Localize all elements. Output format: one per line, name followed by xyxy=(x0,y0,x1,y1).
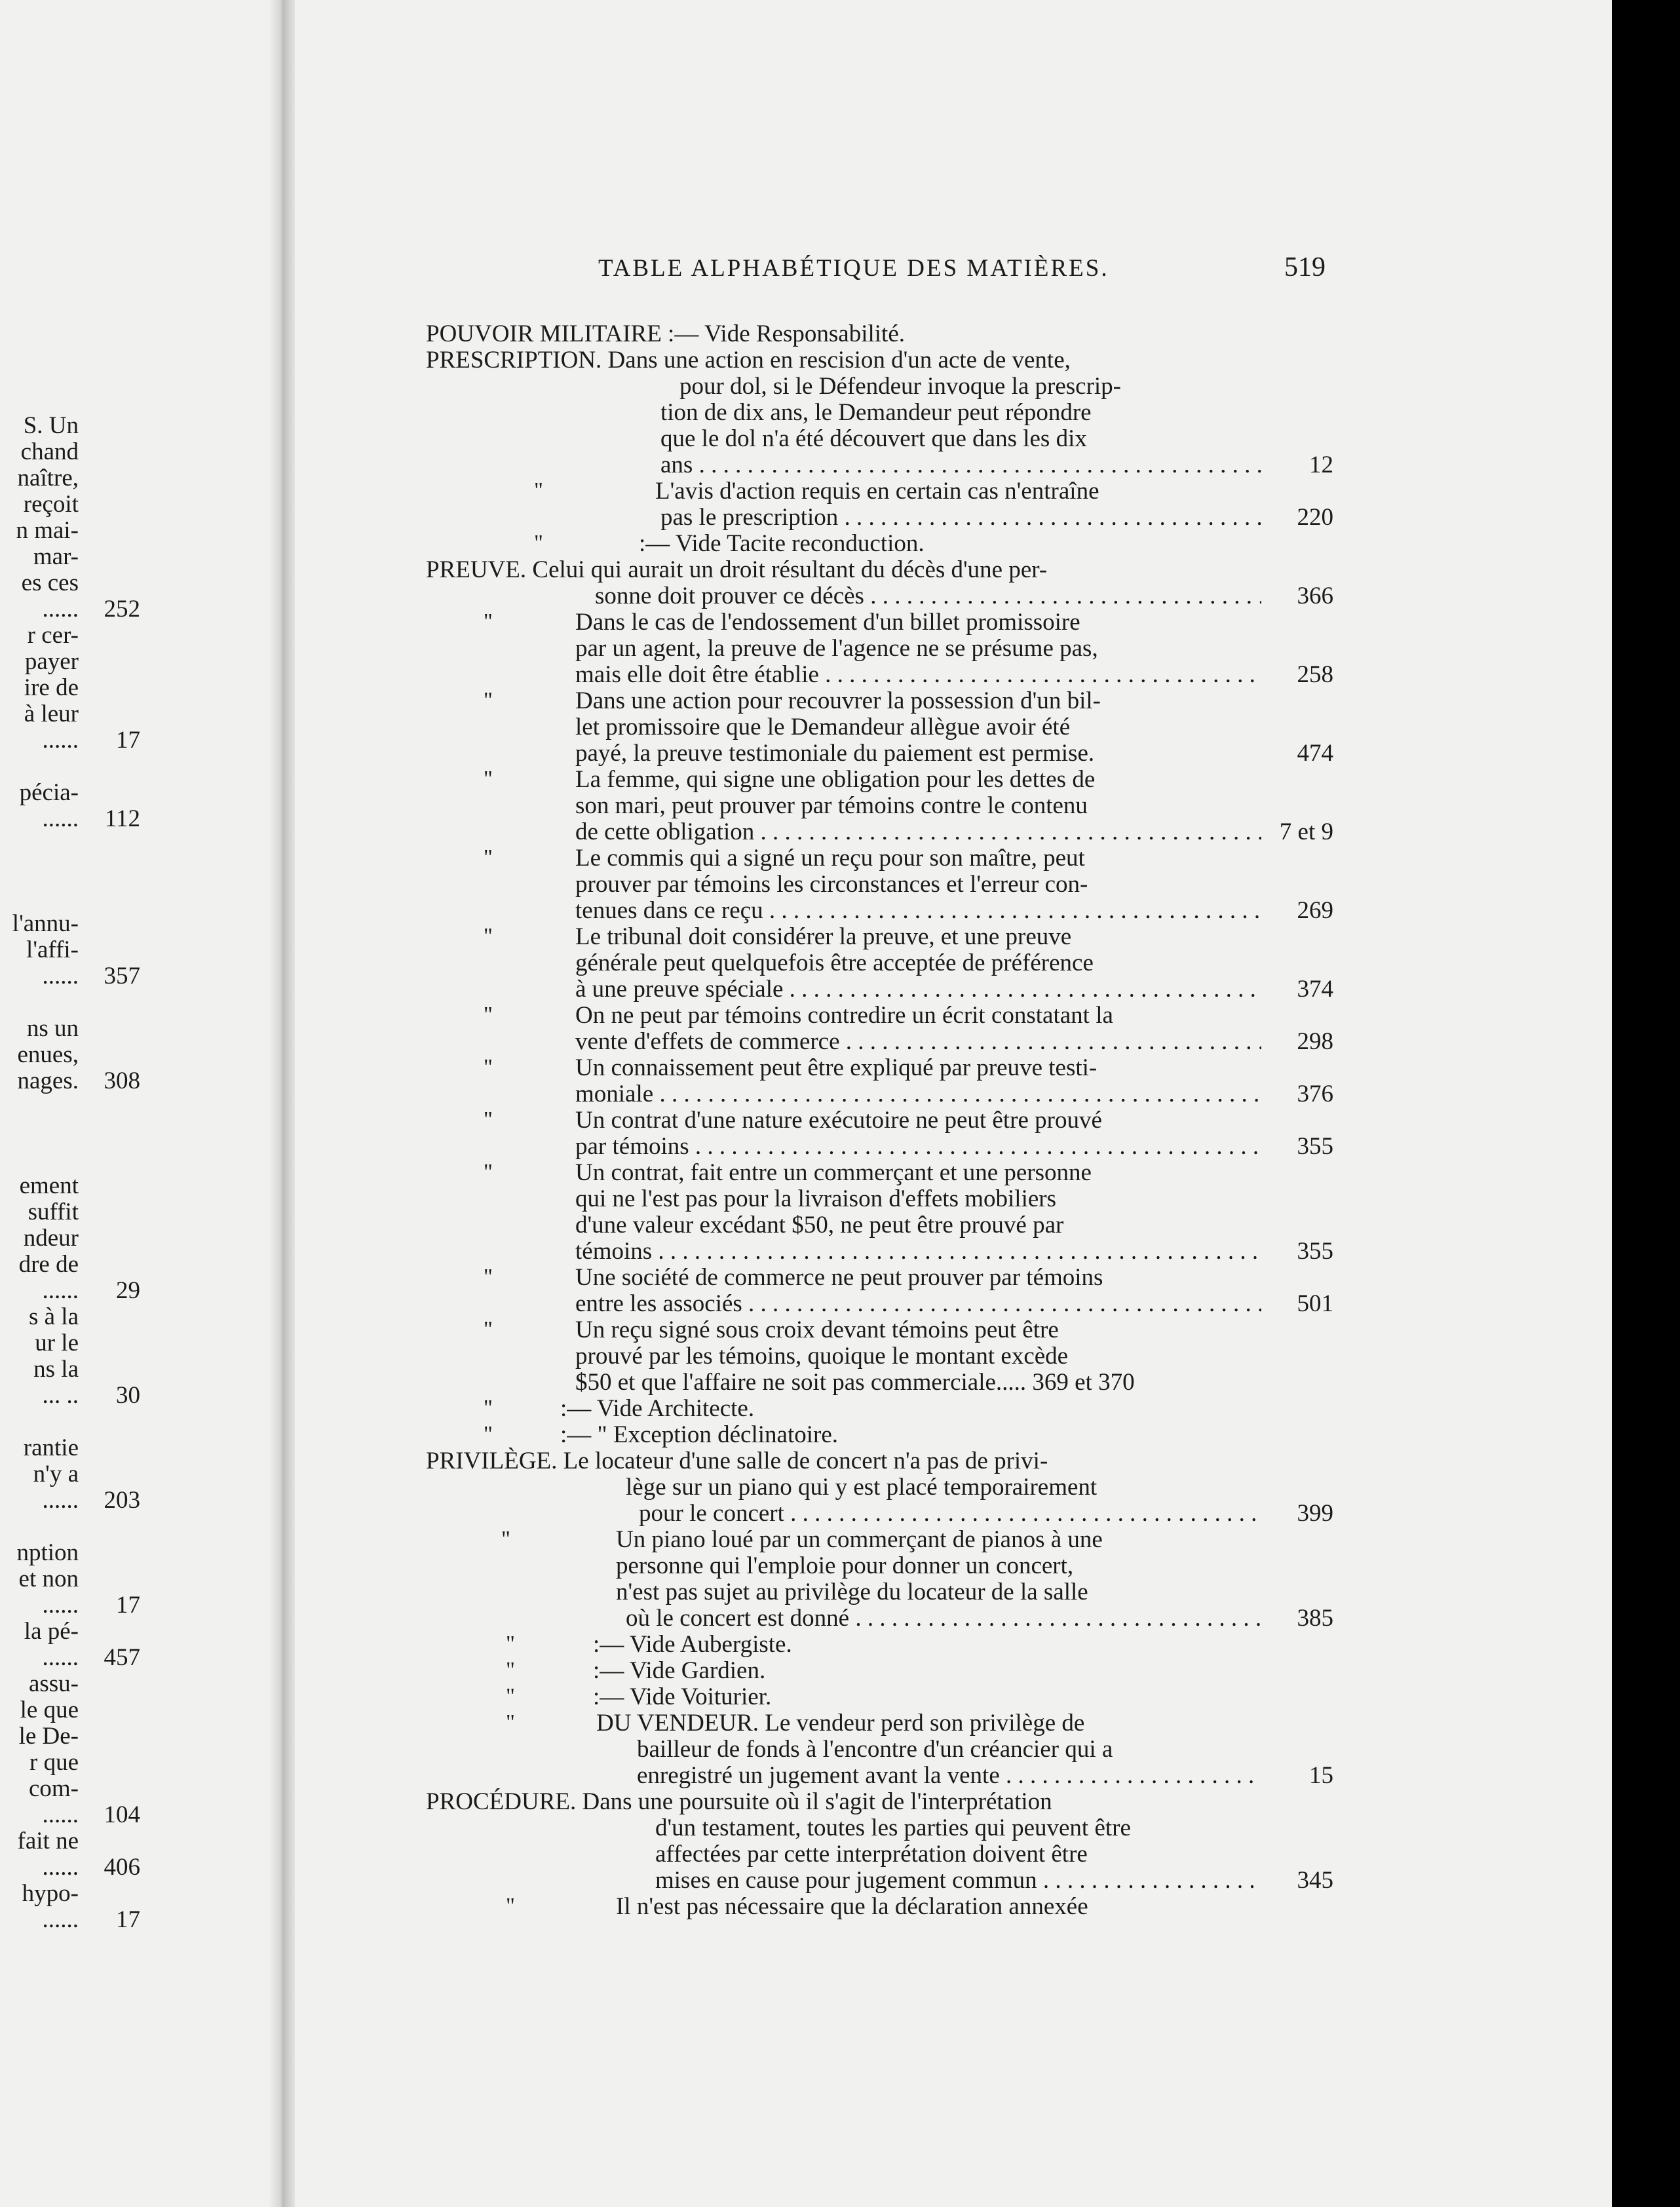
index-entry-page-ref: 12 xyxy=(1309,451,1333,478)
previous-page-text: l'annu- xyxy=(12,910,79,937)
index-entry-line: :— Vide Voiturier. xyxy=(593,1683,772,1710)
ditto-mark: " xyxy=(484,1422,493,1446)
index-entry-line: L'avis d'action requis en certain cas n'entraîne xyxy=(655,478,1099,505)
previous-page-text: s à la xyxy=(28,1303,79,1330)
ditto-mark: " xyxy=(484,845,493,870)
index-entry-line: personne qui l'emploie pour donner un concert, xyxy=(616,1552,1074,1579)
index-entry-line: témoins . . . xyxy=(575,1237,1261,1265)
ditto-mark: " xyxy=(484,1396,493,1420)
ditto-mark: " xyxy=(484,1160,493,1184)
ditto-mark: " xyxy=(484,609,493,634)
previous-page-text: nption xyxy=(16,1539,79,1566)
index-entry-page-ref: 355 xyxy=(1297,1238,1333,1265)
ditto-mark: " xyxy=(484,1003,493,1027)
previous-page-text: chand xyxy=(20,438,79,465)
index-entry-line: payé, la preuve testimoniale du paiement est permise. xyxy=(575,740,1095,767)
index-entry-line: Un reçu signé sous croix devant témoins peut être xyxy=(575,1316,1059,1343)
index-entry-page-ref: 366 xyxy=(1297,583,1333,609)
previous-page-text: ...... xyxy=(42,1644,79,1671)
index-entry-line: pour dol, si le Défendeur invoque la prescrip- xyxy=(679,373,1122,400)
previous-page-number: 406 xyxy=(104,1854,140,1881)
index-entry-line: Le tribunal doit considérer la preuve, et une preuve xyxy=(575,923,1072,950)
previous-page-text: ement xyxy=(19,1172,79,1199)
previous-page-text: ...... xyxy=(42,727,79,754)
previous-page-number: 308 xyxy=(104,1067,140,1094)
index-entry-page-ref: 374 xyxy=(1297,976,1333,1003)
previous-page-text: naître, xyxy=(17,465,79,491)
ditto-mark: " xyxy=(506,1894,515,1918)
index-entry-line: que le dol n'a été découvert que dans les dix xyxy=(660,425,1087,452)
index-entry-line: tion de dix ans, le Demandeur peut répondre xyxy=(660,399,1092,426)
page-number: 519 xyxy=(1284,252,1326,282)
ditto-mark: " xyxy=(484,1055,493,1079)
running-title: TABLE ALPHABÉTIQUE DES MATIÈRES. xyxy=(598,255,1109,282)
index-entry-line: POUVOIR MILITAIRE :— Vide Responsabilité. xyxy=(426,320,905,347)
index-entry-page-ref: 298 xyxy=(1297,1028,1333,1055)
previous-page-number: 29 xyxy=(116,1277,140,1304)
index-entry-page-ref: 220 xyxy=(1297,504,1333,531)
previous-page-text: pécia- xyxy=(19,779,79,806)
ditto-mark: " xyxy=(506,1632,515,1656)
previous-page-text: fait ne xyxy=(17,1828,79,1854)
index-entry-line: La femme, qui signe une obligation pour les dettes de xyxy=(575,766,1096,793)
index-entry-line: mises en cause pour jugement commun . . . xyxy=(655,1866,1261,1894)
previous-page-text: ...... xyxy=(42,1592,79,1619)
ditto-mark: " xyxy=(484,1265,493,1289)
index-entry-line: Un piano loué par un commerçant de pianos à une xyxy=(616,1526,1103,1553)
previous-page-text: la pé- xyxy=(24,1618,79,1645)
index-entry-line: PRIVILÈGE. Le locateur d'une salle de concert n'a pas de privi- xyxy=(426,1448,1048,1474)
index-entry-line: sonne doit prouver ce décès . . . xyxy=(595,582,1261,610)
previous-page-text: ...... xyxy=(42,805,79,832)
previous-page-text: ... .. xyxy=(42,1382,79,1409)
index-entry-line: par témoins . . . xyxy=(575,1132,1261,1161)
previous-page-text: l'affi- xyxy=(26,936,79,963)
index-entry-line: vente d'effets de commerce . . . xyxy=(575,1027,1261,1056)
previous-page-text: ...... xyxy=(42,1906,79,1933)
index-entry-line: ans . . . xyxy=(660,451,1261,479)
previous-page-number: 457 xyxy=(104,1644,140,1671)
previous-page-text: ...... xyxy=(42,963,79,989)
index-entry-line: :— Vide Tacite reconduction. xyxy=(639,530,925,557)
index-entry-line: son mari, peut prouver par témoins contre le contenu xyxy=(575,792,1088,819)
previous-page-text: n mai- xyxy=(16,517,79,544)
previous-page-text: ur le xyxy=(35,1330,79,1356)
previous-page-text: ndeur xyxy=(23,1225,79,1252)
index-entry-line: de cette obligation . . . xyxy=(575,818,1261,846)
previous-page-text: n'y a xyxy=(33,1461,79,1487)
previous-page-fragment xyxy=(0,0,269,2207)
index-entry-line: Un contrat, fait entre un commerçant et une personne xyxy=(575,1159,1092,1186)
previous-page-text: suffit xyxy=(28,1199,79,1225)
ditto-mark: " xyxy=(506,1710,515,1735)
index-entry-line: affectées par cette interprétation doivent être xyxy=(655,1841,1088,1868)
index-entry-line: Dans une action pour recouvrer la possession d'un bil- xyxy=(575,687,1101,714)
ditto-mark: " xyxy=(506,1658,515,1682)
previous-page-text: es ces xyxy=(21,569,79,596)
previous-page-number: 357 xyxy=(104,963,140,989)
index-entry-line: Il n'est pas nécessaire que la déclaration annexée xyxy=(616,1893,1088,1920)
previous-page-text: hypo- xyxy=(22,1880,79,1907)
index-entry-line: à une preuve spéciale . . . xyxy=(575,975,1261,1003)
index-entry-line: :— " Exception déclinatoire. xyxy=(560,1421,839,1448)
index-entry-page-ref: 7 et 9 xyxy=(1279,818,1333,845)
index-entry-line: moniale . . . xyxy=(575,1080,1261,1108)
book-gutter xyxy=(269,0,295,2207)
index-entry-line: :— Vide Aubergiste. xyxy=(593,1631,792,1658)
ditto-mark: " xyxy=(534,478,543,503)
index-entry-line: let promissoire que le Demandeur allègue avoir été xyxy=(575,714,1071,740)
index-entry-line: DU VENDEUR. Le vendeur perd son privilège de xyxy=(596,1710,1085,1737)
index-entry-line: d'une valeur excédant $50, ne peut être prouvé par xyxy=(575,1212,1064,1238)
index-entry-line: PROCÉDURE. Dans une poursuite où il s'agit de l'interprétation xyxy=(426,1788,1052,1815)
index-entry-line: Un contrat d'une nature exécutoire ne peut être prouvé xyxy=(575,1107,1102,1134)
previous-page-number: 104 xyxy=(104,1801,140,1828)
previous-page-text: r cer- xyxy=(27,622,79,649)
index-entry-line: mais elle doit être établie . . . xyxy=(575,661,1261,689)
previous-page-text: ...... xyxy=(42,1277,79,1304)
index-entry-line: qui ne l'est pas pour la livraison d'effets mobiliers xyxy=(575,1185,1057,1212)
previous-page-number: 17 xyxy=(116,727,140,754)
previous-page-text: ire de xyxy=(24,674,79,701)
previous-page-text: com- xyxy=(28,1775,79,1802)
ditto-mark: " xyxy=(484,767,493,791)
index-entry-page-ref: 355 xyxy=(1297,1133,1333,1160)
previous-page-number: 17 xyxy=(116,1906,140,1933)
previous-page-text: reçoit xyxy=(23,491,79,518)
index-entry-line: entre les associés . . . xyxy=(575,1290,1261,1318)
index-entry-page-ref: 376 xyxy=(1297,1081,1333,1107)
index-entry-page-ref: 258 xyxy=(1297,661,1333,688)
previous-page-text: ...... xyxy=(42,1854,79,1881)
index-entry-line: bailleur de fonds à l'encontre d'un créancier qui a xyxy=(637,1736,1113,1763)
index-entry-line: prouver par témoins les circonstances et l'erreur con- xyxy=(575,871,1088,898)
index-entry-line: lège sur un piano qui y est placé temporairement xyxy=(626,1474,1098,1501)
index-entry-line: pas le prescription . . . xyxy=(660,503,1261,531)
index-entry-line: n'est pas sujet au privilège du locateur de la salle xyxy=(616,1579,1088,1605)
index-entry-line: où le concert est donné . . . xyxy=(626,1604,1261,1632)
index-entry-line: Dans le cas de l'endossement d'un billet promissoire xyxy=(575,609,1080,636)
previous-page-text: ns un xyxy=(26,1015,79,1042)
previous-page-number: 17 xyxy=(116,1592,140,1619)
ditto-mark: " xyxy=(484,1317,493,1341)
previous-page-number: 112 xyxy=(104,805,140,832)
index-entry-page-ref: 474 xyxy=(1297,740,1333,767)
previous-page-number: 30 xyxy=(116,1382,140,1409)
index-entry-page-ref: 269 xyxy=(1297,897,1333,924)
index-entry-line: Le commis qui a signé un reçu pour son maître, peut xyxy=(575,845,1085,872)
previous-page-text: dre de xyxy=(18,1251,79,1278)
index-entry-line: :— Vide Architecte. xyxy=(560,1395,755,1422)
previous-page-number: 203 xyxy=(104,1487,140,1514)
previous-page-text: nages. xyxy=(17,1067,79,1094)
index-entry-line: par un agent, la preuve de l'agence ne se présume pas, xyxy=(575,635,1098,662)
previous-page-text: r que xyxy=(29,1749,79,1776)
ditto-mark: " xyxy=(501,1527,510,1551)
index-entry-line: :— Vide Gardien. xyxy=(593,1657,766,1684)
previous-page-text: payer xyxy=(24,648,79,675)
previous-page-text: et non xyxy=(18,1565,79,1592)
index-entry-line: Un connaissement peut être expliqué par preuve testi- xyxy=(575,1054,1098,1081)
index-entry-line: enregistré un jugement avant la vente . . . xyxy=(637,1761,1261,1790)
ditto-mark: " xyxy=(534,531,543,555)
previous-page-text: S. Un xyxy=(23,412,79,439)
scan-border xyxy=(1612,0,1680,2207)
index-entry-page-ref: 501 xyxy=(1297,1290,1333,1317)
ditto-mark: " xyxy=(506,1684,515,1708)
previous-page-text: ns la xyxy=(33,1356,79,1383)
previous-page-text: assu- xyxy=(28,1670,79,1697)
index-entry-line: $50 et que l'affaire ne soit pas commerciale..... 369 et 370 xyxy=(575,1369,1135,1396)
previous-page-text: à leur xyxy=(24,700,79,727)
previous-page-number: 252 xyxy=(104,596,140,623)
previous-page-text: enues, xyxy=(17,1041,79,1068)
index-entry-page-ref: 399 xyxy=(1297,1500,1333,1527)
index-entry-line: PRESCRIPTION. Dans une action en rescision d'un acte de vente, xyxy=(426,347,1071,374)
previous-page-text: ...... xyxy=(42,1801,79,1828)
index-entry-line: d'un testament, toutes les parties qui peuvent être xyxy=(655,1814,1131,1841)
previous-page-text: rantie xyxy=(23,1434,79,1461)
index-entry-page-ref: 385 xyxy=(1297,1605,1333,1632)
index-entry-line: Une société de commerce ne peut prouver par témoins xyxy=(575,1264,1103,1291)
index-entry-line: pour le concert . . . xyxy=(639,1499,1261,1527)
index-entry-line: tenues dans ce reçu . . . xyxy=(575,896,1261,925)
previous-page-text: ...... xyxy=(42,596,79,623)
previous-page-text: le que xyxy=(20,1697,79,1723)
ditto-mark: " xyxy=(484,924,493,948)
index-entry-line: On ne peut par témoins contredire un écrit constatant la xyxy=(575,1002,1113,1029)
previous-page-text: ...... xyxy=(42,1487,79,1514)
index-entry-line: générale peut quelquefois être acceptée de préférence xyxy=(575,950,1094,976)
index-entry-page-ref: 15 xyxy=(1309,1762,1333,1789)
ditto-mark: " xyxy=(484,688,493,712)
previous-page-text: mar- xyxy=(33,543,79,570)
ditto-mark: " xyxy=(484,1107,493,1132)
index-entry-line: prouvé par les témoins, quoique le montant excède xyxy=(575,1343,1069,1370)
index-entry-page-ref: 345 xyxy=(1297,1867,1333,1894)
previous-page-text: le De- xyxy=(18,1723,79,1750)
index-entry-line: PREUVE. Celui qui aurait un droit résultant du décès d'une per- xyxy=(426,556,1048,583)
